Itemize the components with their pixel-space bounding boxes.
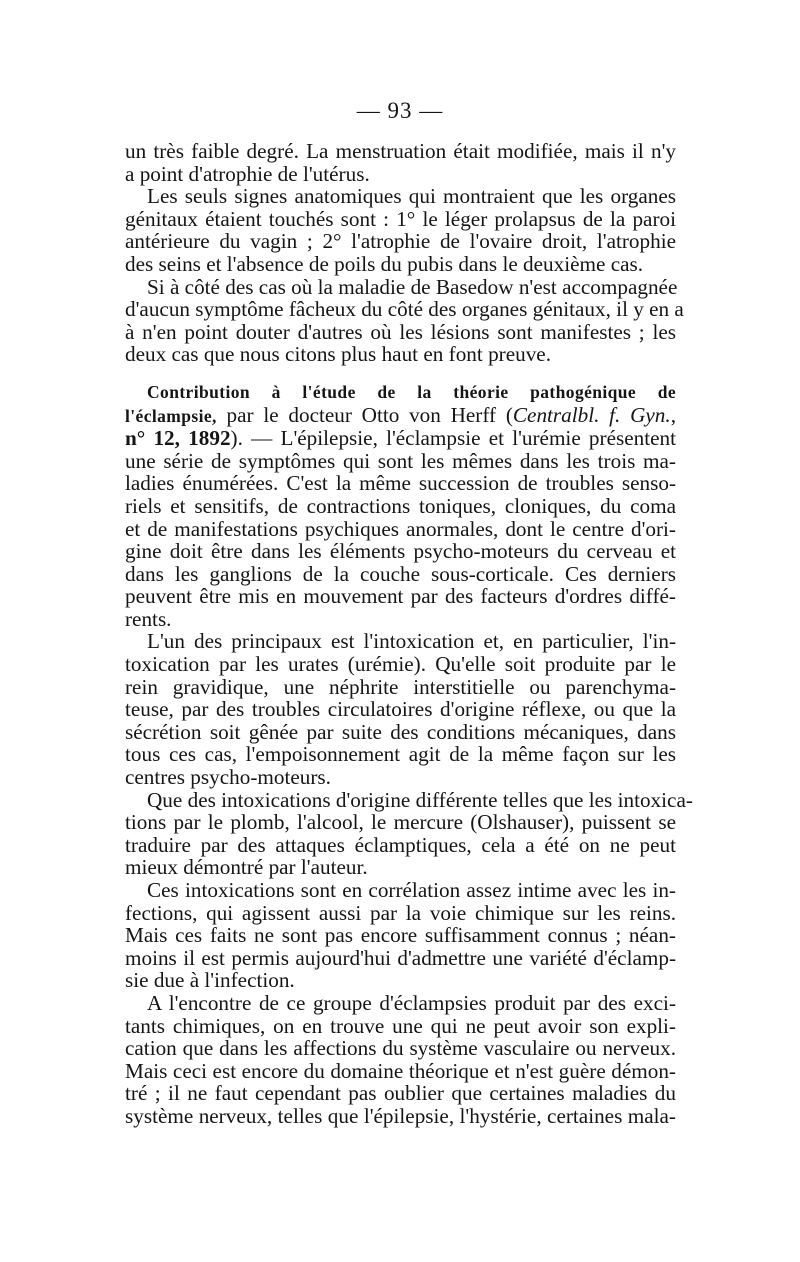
text-line: mieux démontré par l'auteur.	[125, 855, 368, 880]
text-line: dans les ganglions de la couche sous-corticale. Ces derniers	[125, 561, 676, 586]
text-line: une série de symptômes qui sont les mêmes dans les trois ma-	[125, 448, 676, 473]
text-line: deux cas que nous citons plus haut en font preuve.	[125, 342, 552, 367]
text-line: et de manifestations psychiques anormales, dont le centre d'ori-	[125, 516, 676, 541]
paragraph-infections	[125, 879, 676, 992]
text-line: d'aucun symptôme fâcheux du côté des organes génitaux, il y en a	[125, 297, 684, 322]
text-line: Mais ceci est encore du domaine théorique et n'est guère démon-	[125, 1058, 676, 1083]
text-line: A l'encontre de ce groupe d'éclampsies produit par des exci-	[147, 990, 676, 1015]
text-line: à n'en point douter d'autres où les lésions sont manifestes ; les	[125, 319, 676, 344]
text-line: centres psycho-moteurs.	[125, 765, 331, 790]
text-line: sécrétion soit gênée par suite des conditions mécaniques, dans	[125, 719, 676, 744]
section-heading-end: l'éclampsie,	[125, 405, 217, 426]
text-line: système nerveux, telles que l'épilepsie, l'hystérie, certaines mala-	[125, 1103, 676, 1128]
text-line	[125, 427, 676, 450]
text-line: moins il est permis aujourd'hui d'admettre une variété d'éclamp-	[125, 945, 676, 970]
text-line: teuse, par des troubles circulatoires d'origine réflexe, ou que la	[125, 697, 676, 722]
text-line	[125, 404, 676, 428]
author-reference: par le docteur Otto von Herff (	[216, 402, 513, 427]
text-line: peuvent être mis en mouvement par des facteurs d'ordres diffé-	[125, 584, 676, 609]
text-line: traduire par des attaques éclamptiques, cela a été on ne peut	[125, 832, 676, 857]
page-number: — 93 —	[356, 98, 444, 123]
text-line: rents.	[125, 606, 172, 631]
text-line: gine doit être dans les éléments psycho-moteurs du cerveau et	[125, 539, 676, 564]
paragraph-other-intoxications	[125, 787, 693, 880]
paragraph-intoxication	[125, 630, 676, 788]
text-line: génitaux étaient touchés sont : 1° le léger prolapsus de la paroi	[125, 206, 676, 231]
punctuation: ,	[670, 402, 676, 427]
journal-title: Centralbl. f. Gyn.	[512, 402, 671, 427]
text-line: Si à côté des cas où la maladie de Basedow n'est accompagnée	[147, 274, 678, 299]
section-gap	[125, 366, 676, 380]
text-line: Mais ces faits ne sont pas encore suffisamment connus ; néan-	[125, 923, 676, 948]
paragraph-basedow	[125, 274, 684, 367]
text-run: ). — L'épilepsie, l'éclampsie et l'urémie présentent	[230, 426, 677, 451]
page-body	[125, 139, 693, 1128]
text-line: ladies énumérées. C'est la même succession de troubles senso-	[125, 471, 676, 496]
text-line: Que des intoxications d'origine différente telles que les intoxica-	[147, 787, 693, 812]
text-line: L'un des principaux est l'intoxication et, en particulier, l'in-	[147, 629, 676, 654]
text-line: a point d'atrophie de l'utérus.	[125, 161, 370, 186]
text-line: cation que dans les affections du système vasculaire ou nerveux.	[125, 1036, 676, 1061]
text-line: tants chimiques, on en trouve une qui ne peut avoir son expli-	[125, 1013, 676, 1038]
text-line: riels et sensitifs, de contractions toniques, cloniques, du coma	[125, 493, 676, 518]
text-line: tous ces cas, l'empoisonnement agit de la même façon sur les	[125, 742, 676, 767]
text-line: des seins et l'absence de poils du pubis dans le deuxième cas.	[125, 251, 644, 276]
text-line: tré ; il ne faut cependant pas oublier que certaines maladies du	[125, 1081, 676, 1106]
paragraph-anatomical-signs	[125, 185, 676, 275]
text-line: rein gravidique, une néphrite interstitielle ou parenchyma-	[125, 674, 676, 699]
text-line: un très faible degré. La menstruation était modifiée, mais il n'y	[125, 139, 676, 163]
paragraph-nervous-system	[125, 992, 676, 1128]
text-line: antérieure du vagin ; 2° l'atrophie de l'ovaire droit, l'atrophie	[125, 229, 676, 254]
text-line: Les seuls signes anatomiques qui montraient que les organes	[147, 184, 676, 209]
text-line: sie due à l'infection.	[125, 968, 295, 993]
text-line: fections, qui agissent aussi par la voie chimique sur les reins.	[125, 900, 676, 925]
paragraph-continuation	[125, 140, 676, 185]
section-heading: Contribution à l'étude de la théorie pathogénique de	[147, 381, 676, 402]
section-heading-line	[125, 380, 676, 404]
text-line: tions par le plomb, l'alcool, le mercure (Olshauser), puissent se	[125, 810, 676, 835]
text-line: toxication par les urates (urémie). Qu'elle soit produite par le	[125, 652, 676, 677]
review-section	[125, 380, 676, 631]
issue-reference: n° 12, 1892	[125, 426, 231, 451]
text-line: Ces intoxications sont en corrélation assez intime avec les in-	[147, 878, 676, 902]
